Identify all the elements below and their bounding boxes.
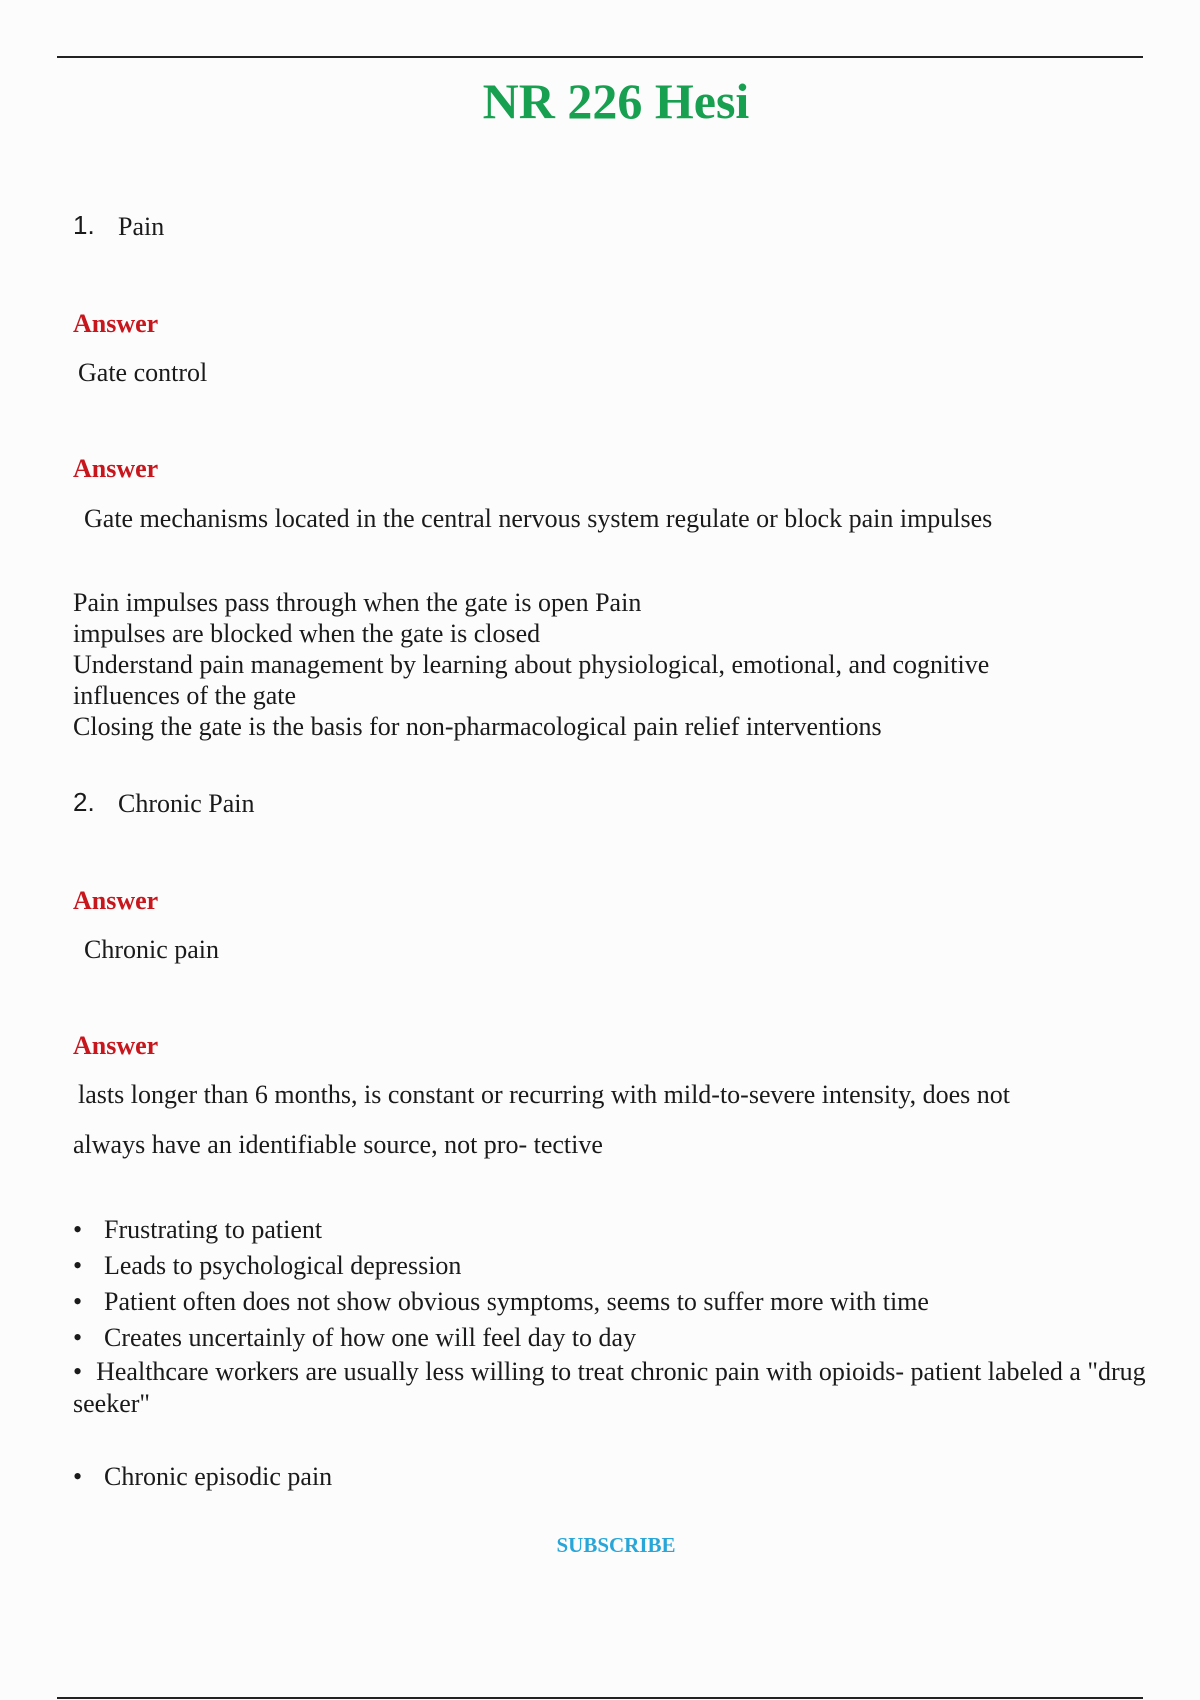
- answer-text: always have an identifiable source, not pro- tective: [73, 1130, 603, 1159]
- note-line: Pain impulses pass through when the gate is open Pain: [73, 588, 642, 617]
- bullet-list: [73, 1212, 1153, 1420]
- bullet-icon: •: [73, 1215, 83, 1244]
- note-line: Closing the gate is the basis for non-pharmacological pain relief interventions: [73, 712, 882, 741]
- list-item: [73, 1284, 1153, 1320]
- answer-label: Answer: [73, 1031, 159, 1060]
- bottom-rule: [57, 1697, 1143, 1699]
- list-item: [73, 1459, 332, 1495]
- question-number: 2.: [73, 787, 95, 817]
- answer-text: Chronic pain: [84, 935, 220, 964]
- top-rule: [57, 56, 1143, 58]
- answer-text: Gate control: [78, 358, 208, 387]
- bullet-icon: •: [73, 1251, 83, 1280]
- list-item: [73, 1248, 1153, 1284]
- answer-label: Answer: [73, 454, 159, 483]
- list-item-text: Healthcare workers are usually less willing to treat chronic pain with opioids- patient labeled a "drug seeker": [73, 1357, 1146, 1418]
- answer-text: Gate mechanisms located in the central nervous system regulate or block pain impulses: [84, 504, 993, 533]
- answer-label: Answer: [73, 886, 159, 915]
- question-topic: Chronic Pain: [118, 789, 255, 818]
- list-item: [73, 1320, 1153, 1356]
- list-item-text: Chronic episodic pain: [104, 1462, 333, 1491]
- subscribe-link[interactable]: SUBSCRIBE: [556, 1533, 676, 1557]
- note-line: Understand pain management by learning about physiological, emotional, and cognitive influences of the gate: [73, 650, 990, 710]
- list-item-text: Patient often does not show obvious symptoms, seems to suffer more with time: [104, 1287, 929, 1316]
- answer-text: lasts longer than 6 months, is constant or recurring with mild-to-severe intensity, does not: [78, 1080, 1010, 1109]
- answer-label: Answer: [73, 309, 159, 338]
- bullet-icon: •: [73, 1323, 83, 1352]
- answer-notes: [73, 587, 1153, 742]
- bullet-icon: •: [73, 1287, 83, 1316]
- bullet-icon: •: [73, 1462, 83, 1491]
- question-topic: Pain: [118, 212, 165, 241]
- question-number: 1.: [73, 210, 95, 240]
- list-item: [73, 1212, 1153, 1248]
- list-item: [73, 1356, 1153, 1420]
- list-item-text: Frustrating to patient: [104, 1215, 323, 1244]
- bullet-list: [73, 1459, 332, 1495]
- list-item-text: Leads to psychological depression: [104, 1251, 462, 1280]
- note-line: impulses are blocked when the gate is closed: [73, 619, 541, 648]
- list-item-text: Creates uncertainly of how one will feel day to day: [104, 1323, 637, 1352]
- document-title: NR 226 Hesi: [482, 73, 750, 129]
- bullet-icon: •: [73, 1357, 83, 1386]
